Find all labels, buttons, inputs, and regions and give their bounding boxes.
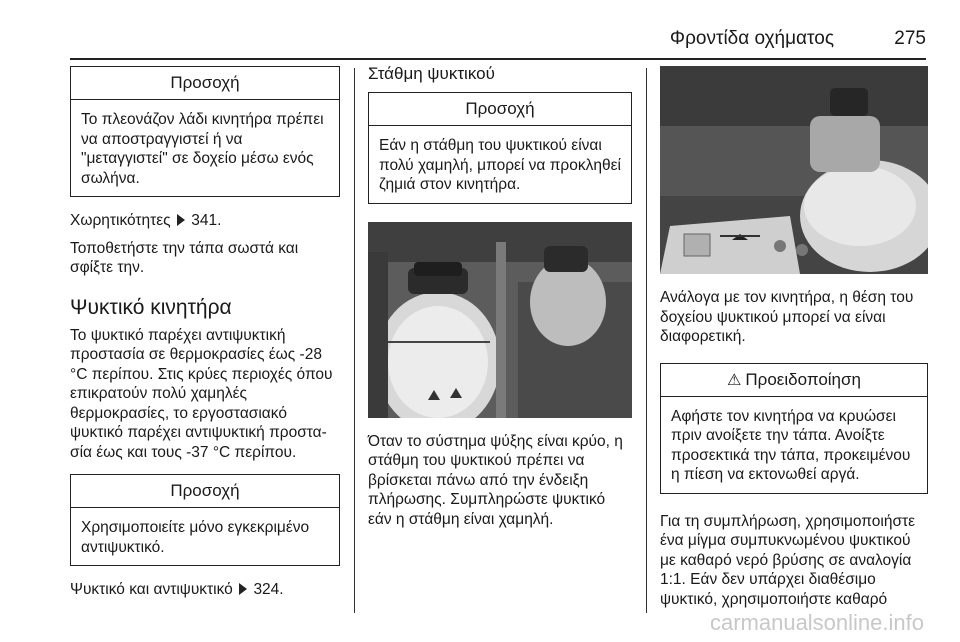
refill-instructions: Για τη συμπλήρωση, χρησιμοποιήστε ένα μίγμα συμπυκνωμένου ψυκτικού με καθαρό νερό βρύσης σε αναλογία 1:1. Εάν δεν υπάρχει διαθέσιμο ψυκτικό, χρησιμοποιήστε καθαρό [660, 512, 916, 608]
engine-bay-illustration-2 [660, 66, 928, 274]
coolant-description: Το ψυκτικό παρέχει αντιψυκτική προστασία σε θερμοκρασίες έως -28 °C περίπου. Στις κρύες περιοχές όπου επικρατούν πολύ χαμηλές θερμοκρασίες, το εργοστασιακό ψυκτικό παρέχει αντιψυκτική προστασία έως και τους -37 °C περίπου. [70, 326, 333, 461]
column-divider-1 [354, 68, 355, 613]
alternate-reservoir-photo [660, 66, 928, 274]
column-3 [660, 64, 928, 609]
caution-body: Το πλεονάζον λάδι κινητήρα πρέπει να αποστραγγιστεί ή να "μεταγγιστεί" σε δοχείο μέσω ενός σωλήνα. [81, 111, 324, 187]
capacities-page-link[interactable]: 341. [191, 212, 222, 229]
caution-heading: Προσοχή [71, 67, 339, 100]
page-header [70, 24, 926, 60]
page-title: Φροντίδα οχήματος [669, 28, 834, 49]
caution-heading: Προσοχή [369, 93, 631, 126]
caution-body: Εάν η στάθμη του ψυκτικού είναι πολύ χαμηλή, μπορεί να προκληθεί ζημιά στον κινητήρα. [379, 137, 621, 193]
coolant-reservoir-photo [368, 222, 632, 418]
column-1 [70, 64, 340, 600]
caution-box-oil [70, 66, 340, 197]
engine-bay-illustration [368, 222, 632, 418]
caution-box-antifreeze [70, 474, 340, 566]
coolant-level-instructions: Όταν το σύστημα ψύξης είναι κρύο, η στάθμη του ψυκτικού πρέπει να βρίσκεται πάνω από την ένδειξη πλήρωσης. Συμπληρώστε ψυκτικό εάν η στάθμη είναι χαμηλή. [368, 432, 623, 528]
page-number: 275 [894, 28, 926, 49]
reference-arrow-icon [177, 214, 185, 226]
caution-body: Χρησιμοποιείτε μόνο εγκεκριμένο αντιψυκτικό. [81, 519, 310, 556]
cap-instruction: Τοποθετήστε την τάπα σωστά και σφίξτε την. [70, 239, 299, 276]
warning-heading-text: Προειδοποίηση [745, 369, 861, 389]
coolant-ref-label: Ψυκτικό και αντιψυκτικό [70, 581, 233, 598]
coolant-page-link[interactable]: 324. [253, 581, 284, 598]
coolant-reference [70, 580, 340, 600]
reservoir-location-note: Ανάλογα με τον κινητήρα, η θέση του δοχείου ψυκτικού μπορεί να είναι διαφορετική. [660, 289, 914, 345]
caution-heading: Προσοχή [71, 475, 339, 508]
warning-body: Αφήστε τον κινητήρα να κρυώσει πριν ανοίξετε την τάπα. Ανοίξτε προσεκτικά την τάπα, προκειμένου η πίεση να εκτονωθεί αργά. [671, 407, 911, 483]
column-divider-2 [646, 68, 647, 613]
warning-heading [661, 364, 927, 397]
warning-triangle-icon: ⚠ [727, 371, 742, 389]
caution-box-level [368, 92, 632, 204]
reference-arrow-icon [239, 583, 247, 595]
watermark: carmanualsonline.info [709, 610, 924, 635]
section-title-coolant: Ψυκτικό κινητήρα [70, 295, 232, 319]
column-2 [368, 64, 632, 529]
capacities-label: Χωρητικότητες [70, 212, 171, 229]
subsection-title-coolant-level: Στάθμη ψυκτικού [368, 64, 495, 83]
capacities-reference [70, 211, 340, 231]
warning-box-hot-coolant [660, 363, 928, 494]
